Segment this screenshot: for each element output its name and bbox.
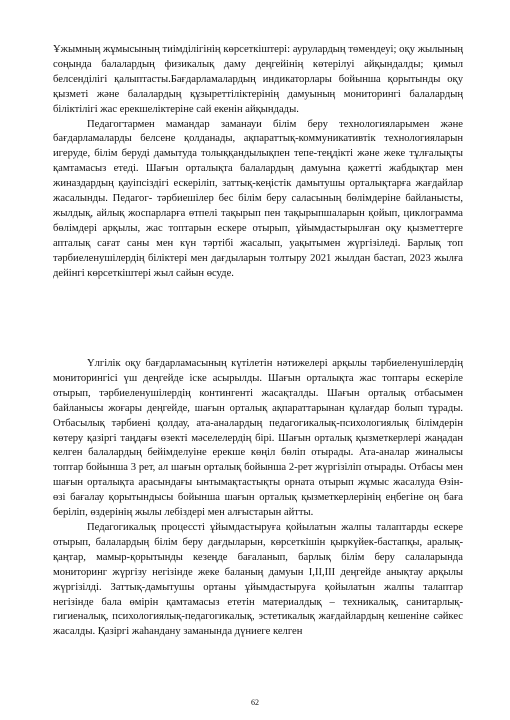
paragraph-monitoring-results: Үлгілік оқу бағдарламасының күтілетін нәтижелері арқылы тәрбиеленушілердің мониторингісі үш деңгейде іске асырылды. Шағын орталықта жас топтары ескеріле отырып, тәрбиеленушілердің контингенті жасақталды. Шағын орталық отбасымен байланысы жоғары деңгейде, шағын орталық ақпараттарынан құлағдар болып тұрады. Отбасылық тәрбиені қолдау, ата-аналардың педагогикалық-психологиялық білімдерін көтеру қазіргі таңдағы өзекті мәселелердің бірі. Шағын орталық қызметкерлері жаңадан келген балалардың бейімделуіне ерекше көңіл бөліп отырады. Ата-аналар жиналысы топтар бойынша 3 рет, ал шағын орталық бойынша 2-рет жүргізіліп отырады. Отбасы мен шағын орталықта арасындағы ынтымақтастықты орната отырып жұмыс жасалуда Өзін-өзі бағалау қорытындысы бойынша шағын орталық қызметкерлерінің еңбегіне оң баға беріліп, өздерінің жылы лебіздері мен алғыстарын айтты.: [53, 358, 463, 519]
paragraph-team-effectiveness: Ұжымның жұмысының тиімділігінің көрсеткіштері: аурулардың төмендеуі; оқу жылының соңында балалардың физикалық даму деңгейінің көтерілуі айқындалды; қимыл белсенділігі қалыптасты.Бағдарламалардың индикаторлары бойынша қорытынды оқу қызметі және балалардың құзыреттіліктерінің дамуының мониторингі балалардың біліктілігі жас ерекшеліктеріне сай екенін айқындады.: [53, 44, 463, 115]
paragraph-pedagogical-process: Педагогикалық процессті ұйымдастыруға қойылатын жалпы талаптарды ескере отырып, балалардың білім беру дағдыларын, көрсеткішін қыркүйек-бастапқы, аралық-қаңтар, мамыр-қорытынды кезеңде бағаланып, барлық білім беру салаларында мониторинг жүргізу негізінде жеке баланың дамуын І,ІІ,ІІІ деңгейде анықтау арқылы жүргізілді. Заттық-дамытушы ортаны ұйымдастыруға қойылатын жалпы талаптар негізінде бала өмірін қамтамасыз ететін материалдық – техникалық, санитарлық-гигиеналық, психологиялық-педагогикалық, эстетикалық жағдайлардың кешеніне сәйкес жасалды. Қазіргі жаһандану заманында дүниеге келген: [53, 521, 463, 638]
paragraph-teachers-technologies: Педагогтармен мамандар заманауи білім беру технологияларымен және бағдарламаларды белсене қолданады, ақпараттық-коммуникативтік технологияларын игеруде, білім беруді дамытуда толыққандылықпен тепе-теңдікті және жеке тұлғалықты қамтамасыз етеді. Шағын орталықта балалардың дамуына қажетті жабдықтар мен жиназдардың қауіпсіздігі ескеріліп, заттық-кеңістік дамытушы орталықтарға жағдайлар жасалынды. Педагог- тәрбиешілер бес білім беру саласының бөлімдеріне байланысты, жылдық, айлық жоспарларға өтпелі тақырып пен тақырыпшаларын қойып, циклограмма бөлімдері арқылы, жас топтарын ескере отырып, ұйымдастырылған оқу қызметтерге апталық сағат саны мен күн тәртібі жасалып, уақытымен жүргізіледі. Барлық топ тәрбиеленушілердің біліктері мен дағдыларын толтыру 2021 жылдан бастап, 2023 жылға дейінгі көрсеткіштері жыл сайын өсуде.: [53, 118, 463, 279]
page-number: 62: [251, 698, 259, 707]
section-bottom: [53, 357, 463, 640]
section-top: [53, 43, 463, 282]
